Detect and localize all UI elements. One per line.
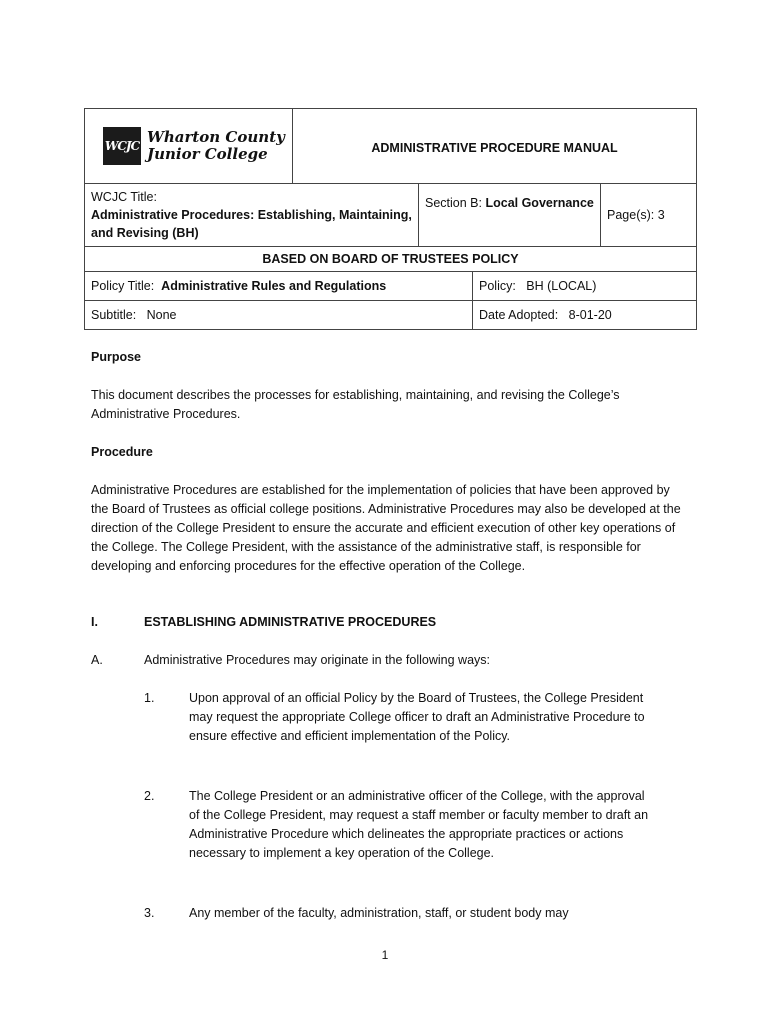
policy-cell <box>473 272 697 301</box>
policy-title-label: Policy Title: <box>91 279 155 293</box>
purpose-heading: Purpose <box>91 350 142 364</box>
item-a-number: A. <box>91 653 103 667</box>
list-item-text: Upon approval of an official Policy by the Board of Trustees, the College President may request the appropriate College officer to draft an Administrative Procedure to ensure effective and efficient implementation of the Policy. <box>189 691 645 743</box>
date-adopted-cell <box>473 301 697 330</box>
section-cell <box>419 184 601 247</box>
list-item-text: The College President or an administrative officer of the College, with the approval of the College President, may request a staff member or faculty member to draft an Administrative Procedure which delineates the appropriate practices or actions necessary to implement a key operation of the College. <box>189 789 649 860</box>
college-monogram: WCJC <box>103 127 141 165</box>
wcjc-title-label: WCJC Title: <box>91 190 157 204</box>
header-table <box>84 108 697 330</box>
subtitle-value: None <box>146 308 177 322</box>
procedure-heading: Procedure <box>91 445 153 459</box>
page-count: Page(s): 3 <box>607 208 665 222</box>
policy-title-value: Administrative Rules and Regulations <box>161 279 387 293</box>
date-adopted-label: Date Adopted: <box>479 308 559 322</box>
policy-value: BH (LOCAL) <box>526 279 597 293</box>
list-item-number: 2. <box>144 789 155 803</box>
college-logo <box>91 127 286 165</box>
purpose-text: This document describes the processes for establishing, maintaining, and revising the College’s Administrative Procedures. <box>91 388 620 421</box>
logo-line-2: Junior College <box>147 145 268 163</box>
based-on-cell <box>85 247 697 272</box>
wcjc-title-cell <box>85 184 419 247</box>
section-label: Section B: <box>425 196 482 210</box>
section-value: Local Governance <box>485 196 594 210</box>
item-a-text: Administrative Procedures may originate in the following ways: <box>144 653 490 667</box>
pages-cell <box>601 184 697 247</box>
section-i-number: I. <box>91 615 98 629</box>
logo-cell <box>85 109 293 184</box>
date-adopted-value: 8-01-20 <box>568 308 612 322</box>
subtitle-cell <box>85 301 473 330</box>
policy-label: Policy: <box>479 279 516 293</box>
based-on-text: BASED ON BOARD OF TRUSTEES POLICY <box>262 252 519 266</box>
wcjc-title-value: Administrative Procedures: Establishing, Maintaining, and Revising (BH) <box>91 208 412 240</box>
logo-line-1: Wharton County <box>147 128 285 146</box>
procedure-text: Administrative Procedures are established for the implementation of policies that have been approved by the Board of Trustees as official college positions. Administrative Procedures may also be developed at the direction of the College President to ensure the accurate and efficient execution of other key operations of the College. The College President, with the assistance of the administrative staff, is responsible for developing and enforcing procedures for the effective operation of the College. <box>91 483 681 573</box>
section-i-title: ESTABLISHING ADMINISTRATIVE PROCEDURES <box>144 615 437 629</box>
policy-title-cell <box>85 272 473 301</box>
subtitle-label: Subtitle: <box>91 308 137 322</box>
page-number: 1 <box>381 948 389 962</box>
manual-title-cell <box>293 109 697 184</box>
list-item-number: 3. <box>144 906 155 920</box>
manual-title: ADMINISTRATIVE PROCEDURE MANUAL <box>371 141 618 155</box>
list-item-text: Any member of the faculty, administration, staff, or student body may <box>189 906 569 920</box>
list-item-number: 1. <box>144 691 155 705</box>
